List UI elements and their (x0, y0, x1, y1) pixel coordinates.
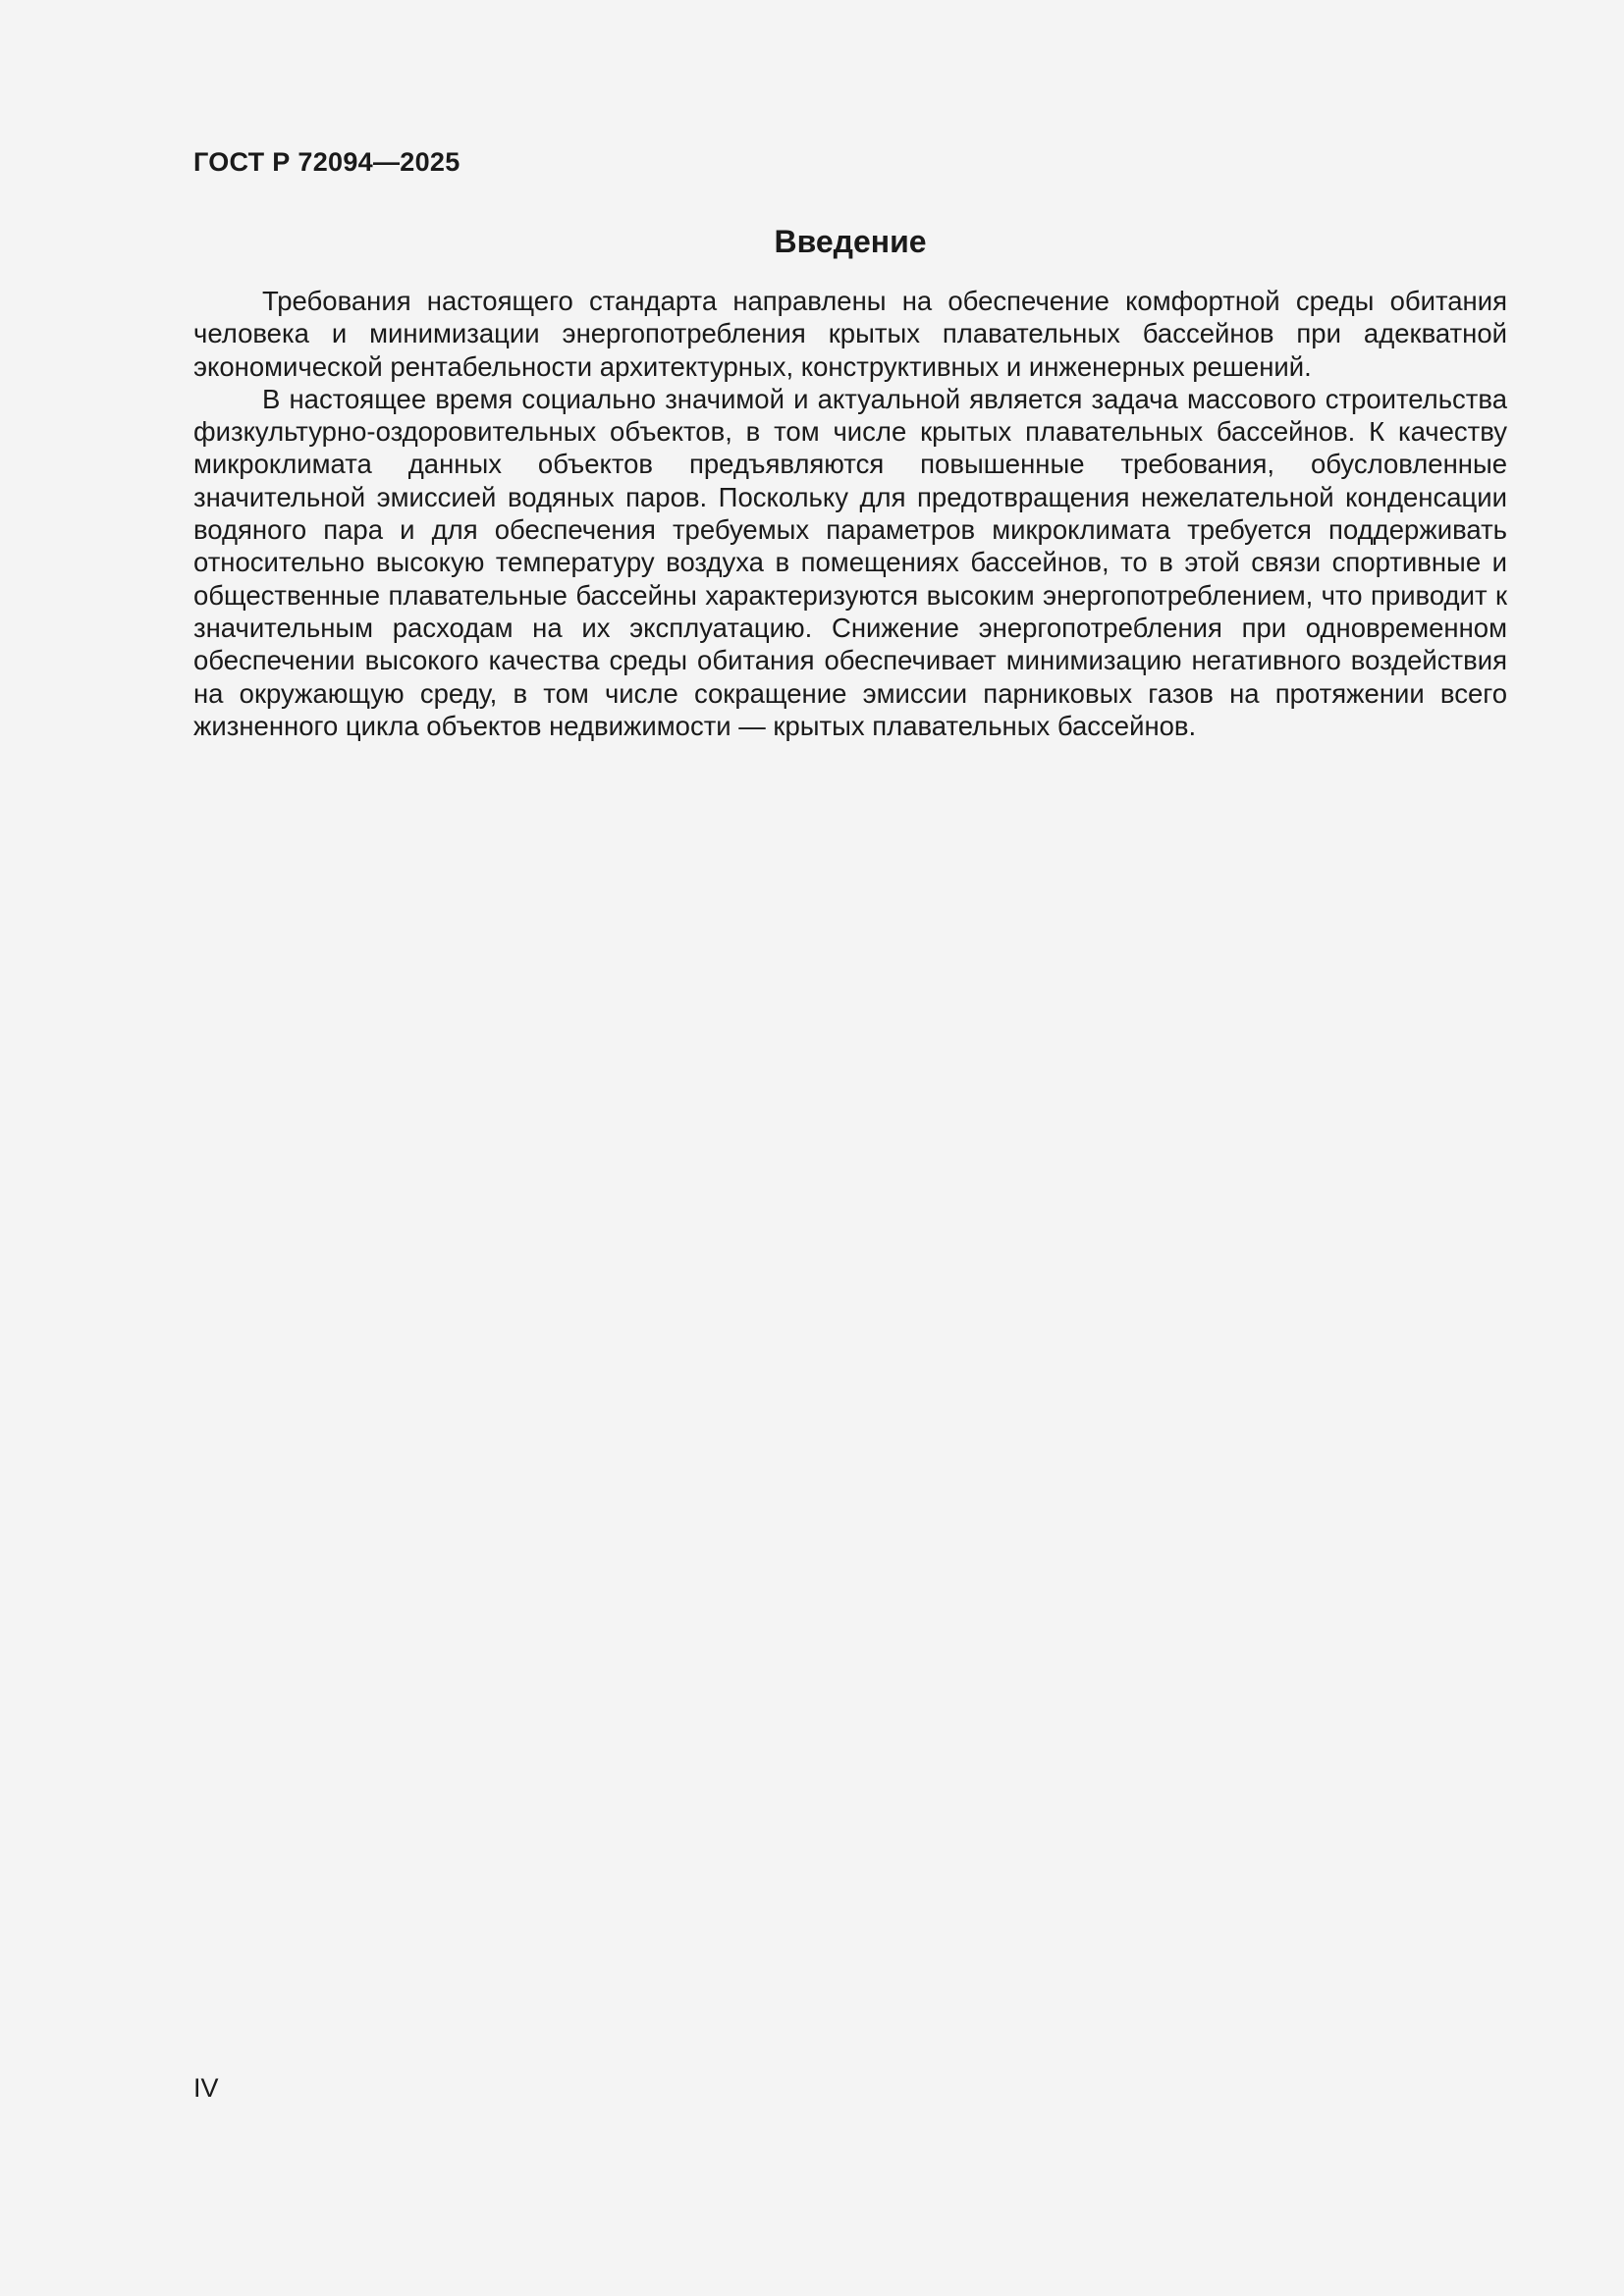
page-number: IV (193, 2073, 219, 2103)
document-code-header: ГОСТ Р 72094—2025 (193, 147, 460, 177)
section-title: Введение (774, 224, 927, 259)
paragraph-1: Требования настоящего стандарта направлены на обеспечение комфортной среды обитания человека и минимизации энергопотребления крытых плавательных бассейнов при адекватной экономической рентабельности архитектурных, конструктивных и инженерных решений. (193, 286, 1507, 382)
section-body (193, 285, 1507, 742)
paragraph-2: В настоящее время социально значимой и актуальной является задача массового строительства физкультурно-оздоровительных объектов, в том числе крытых плавательных бассейнов. К качеству микроклимата данных объектов предъявляются повышенные требования, обусловленные значительной эмиссией водяных паров. Поскольку для предотвращения нежелательной конденсации водяного пара и для обеспечения требуемых параметров микроклимата требуется поддерживать относительно высокую температуру воздуха в помещениях бассейнов, то в этой связи спортивные и общественные плавательные бассейны характеризуются высоким энергопотреблением, что приводит к значительным расходам на их эксплуатацию. Снижение энергопотребления при одновременном обеспечении высокого качества среды обитания обеспечивает минимизацию негативного воздействия на окружающую среду, в том числе сокращение эмиссии парниковых газов на протяжении всего жизненного цикла объектов недвижимости — крытых плавательных бассейнов. (193, 383, 1507, 741)
